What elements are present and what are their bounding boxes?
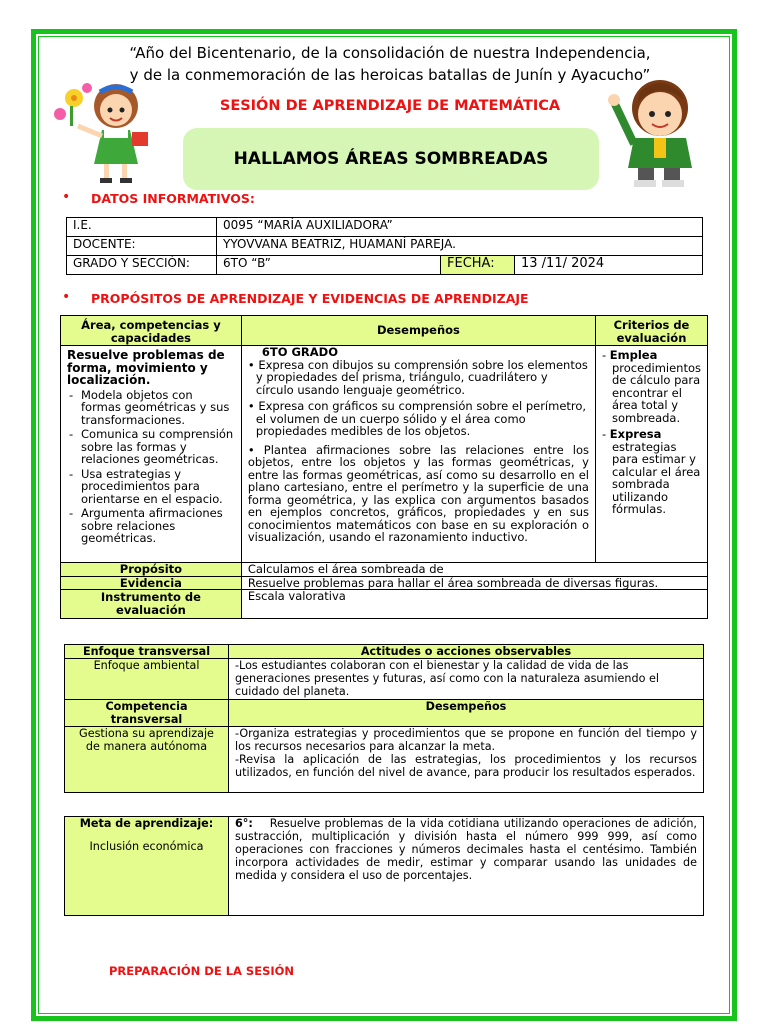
col-criterios: Criterios de evaluación — [595, 316, 707, 346]
col-area: Área, competencias y capacidades — [61, 316, 242, 346]
actitudes-value: -Los estudiantes colaboran con el bienestar y la calidad de vida de las generaciones presentes y futuras, así como con la naturaleza asumiendo el cuidado del planeta. — [229, 659, 704, 700]
ie-value: 0095 “MARÍA AUXILIADORA” — [217, 218, 703, 237]
desempeno-1: Expresa con dibujos su comprensión sobre los elementos y propiedades del prisma, triángulo, cuadrilátero y círculo usando lenguaje geométrico. — [255, 357, 588, 397]
fecha-label: FECHA: — [441, 256, 515, 275]
datos-table — [66, 217, 703, 275]
competencia: Resuelve problemas de forma, movimiento y localización. — [67, 348, 225, 387]
proposito-value: Calculamos el área sombreada de — [241, 563, 707, 577]
propositos-table — [60, 315, 708, 619]
docente-label: DOCENTE: — [67, 237, 217, 256]
preparacion-heading: PREPARACIÓN DE LA SESIÓN — [109, 964, 295, 978]
competencia-cell — [61, 346, 242, 563]
banner-title: HALLAMOS ÁREAS SOMBREADAS — [183, 128, 599, 190]
bullet-icon: • — [62, 289, 71, 305]
enfoque-table — [64, 644, 704, 793]
capacidades-list — [67, 389, 235, 545]
desempeno-3: Plantea afirmaciones sobre las relaciones entre los objetos, entre los objetos y las formas geométricas, y entre las formas geométricas, así como su desarrollo en el plano cartesiano, entre el perímetro y la superficie de una forma geométrica, y las explica con argumentos basados en ejemplos concretos, gráficos, propiedades y en sus conocimientos matemáticos con base en su exploración o visualización, usando el razonamiento inductivo. — [247, 442, 589, 544]
list-item: - Argumenta afirmaciones sobre relaciones geométricas. — [81, 507, 235, 545]
list-item: • Plantea afirmaciones sobre las relaciones entre los objetos, entre los objetos y las formas geométricas, y entre las formas geométricas, así como su desarrollo en el plano cartesiano, entre el perímetro y la superficie de una forma geométrica, y las explica con argumentos basados en ejemplos concretos, gráficos, propiedades y en sus conocimientos matemáticos con base en su exploración o visualización, usando el razonamiento inductivo. — [247, 442, 589, 544]
enfoque-value: Enfoque ambiental — [65, 659, 229, 700]
desempeno-transversal-1: -Organiza estrategias y procedimientos que se propone en función del tiempo y los recursos necesarios para alcanzar la meta. — [235, 727, 697, 753]
list-item: - Expresa estrategias para estimar y calcular el área sombrada utilizando fórmulas. — [601, 427, 701, 516]
criterio-2-text: estrategias para estimar y calcular el área sombrada utilizando fórmulas. — [611, 439, 701, 516]
competencia-transversal-value: Gestiona su aprendizaje de manera autónoma — [65, 727, 229, 793]
motto-line-2: y de la conmemoración de las heroicas batallas de Junín y Ayacucho” — [129, 66, 651, 84]
list-item: - Modela objetos con formas geométricas y sus transformaciones. — [81, 389, 235, 427]
col-enfoque: Enfoque transversal — [65, 645, 229, 659]
bullet-icon: • — [62, 189, 71, 205]
boy-illustration — [604, 74, 722, 190]
meta-table — [64, 816, 704, 916]
col-competencia: Competencia transversal — [65, 700, 229, 727]
fecha-value: 13 /11/ 2024 — [515, 256, 703, 275]
motto — [60, 42, 720, 86]
col-desempenos: Desempeños — [241, 316, 595, 346]
criterios-cell — [595, 346, 707, 563]
propositos-heading: PROPÓSITOS DE APRENDIZAJE Y EVIDENCIAS DE APRENDIZAJE — [91, 291, 529, 306]
meta-text: Resuelve problemas de la vida cotidiana utilizando operaciones de adición, sustracción, multiplicación y división hasta el número 999 999, así como operaciones con fracciones y números decimales hasta el centésimo. También incorpora actividades de medir, estimar y comparar usando las unidades de medida y considera el uso de porcentajes. — [235, 817, 697, 882]
criterio-1-verb: Emplea — [609, 348, 658, 362]
list-item: • Expresa con gráficos su comprensión sobre el perímetro, el volumen de un cuerpo sólido y el área como propiedades medibles de los objetos. — [247, 399, 587, 438]
datos-heading: DATOS INFORMATIVOS: — [91, 191, 255, 206]
desempenos-cell — [241, 346, 595, 563]
meta-label-cell — [65, 817, 229, 916]
meta-label: Meta de aprendizaje: — [79, 817, 214, 830]
desempenos-transversal-cell — [229, 727, 704, 793]
motto-line-1: “Año del Bicentenario, de la consolidación de nuestra Independencia, — [129, 44, 651, 62]
meta-sub: Inclusión económica — [89, 840, 204, 853]
list-item: • Expresa con dibujos su comprensión sobre los elementos y propiedades del prisma, triángulo, cuadrilátero y círculo usando lenguaje geométrico. — [247, 357, 588, 397]
list-item: - Comunica su comprensión sobre las formas y relaciones geométricas. — [81, 428, 235, 466]
col-desempenos-transversal: Desempeños — [229, 700, 704, 727]
ie-label: I.E. — [67, 218, 217, 237]
session-title: SESIÓN DE APRENDIZAJE DE MATEMÁTICA — [219, 98, 561, 114]
docente-value: YYOVVANA BEATRIZ, HUAMANÍ PAREJA. — [217, 237, 703, 256]
meta-grade: 6°: — [235, 817, 253, 830]
girl-illustration — [54, 80, 188, 188]
desempeno-2: Expresa con gráficos su comprensión sobre el perímetro, el volumen de un cuerpo sólido y el área como propiedades medibles de los objetos. — [255, 399, 587, 438]
criterio-1-text: procedimientos de cálculo para encontrar el área total y sombreada. — [611, 360, 701, 425]
list-item: - Usa estrategias y procedimientos para orientarse en el espacio. — [81, 468, 235, 506]
proposito-label: Propósito — [61, 563, 242, 577]
instrumento-value: Escala valorativa — [241, 590, 707, 619]
col-actitudes: Actitudes o acciones observables — [229, 645, 704, 659]
evidencia-value: Resuelve problemas para hallar el área sombreada de diversas figuras. — [241, 576, 707, 590]
grado-value: 6TO “B” — [217, 256, 441, 275]
grado-heading: 6TO GRADO — [261, 345, 339, 359]
evidencia-label: Evidencia — [61, 576, 242, 590]
grado-label: GRADO Y SECCIÓN: — [67, 256, 217, 275]
criterio-2-verb: Expresa — [609, 427, 662, 441]
meta-text-cell — [229, 817, 704, 916]
desempeno-transversal-2: -Revisa la aplicación de las estrategias, los procedimientos y los recursos utilizados, en función del nivel de avance, para producir los resultados esperados. — [235, 753, 697, 779]
list-item: - Emplea procedimientos de cálculo para encontrar el área total y sombreada. — [601, 348, 701, 425]
instrumento-label: Instrumento de evaluación — [61, 590, 242, 619]
